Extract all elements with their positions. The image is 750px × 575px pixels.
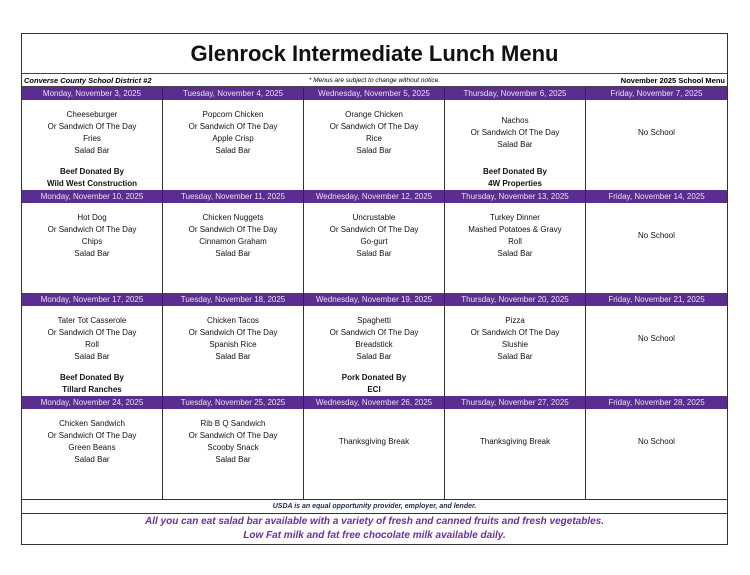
- week-header-row: [22, 87, 727, 100]
- menu-item: Roll: [85, 340, 99, 349]
- menu-item: Mashed Potatoes & Gravy: [468, 225, 562, 234]
- donation-note: [586, 269, 727, 293]
- menu-item: Cinnamon Graham: [199, 237, 267, 246]
- menu-item: Breadstick: [355, 340, 393, 349]
- menu-item: Salad Bar: [74, 146, 110, 155]
- menu-item: Slushie: [501, 340, 529, 349]
- menu-item: Chips: [81, 237, 103, 246]
- menu-item: Chicken Sandwich: [59, 419, 125, 428]
- donation-line: Beef Donated By: [59, 373, 124, 382]
- week-header-row: [22, 293, 727, 306]
- menu-item: No School: [638, 231, 675, 240]
- menu-items: [445, 409, 585, 475]
- day-date-header: Wednesday, November 5, 2025: [304, 87, 445, 100]
- menu-item: Orange Chicken: [345, 110, 403, 119]
- day-menu-cell: [22, 306, 163, 396]
- donation-line: Beef Donated By: [59, 167, 124, 176]
- menu-item: No School: [638, 334, 675, 343]
- menu-item: Salad Bar: [215, 455, 251, 464]
- menu-item: Salad Bar: [497, 249, 533, 258]
- usda-statement: USDA is an equal opportunity provider, employer, and lender.: [22, 499, 727, 514]
- donation-line: Pork Donated By: [341, 373, 407, 382]
- day-date-header: Tuesday, November 25, 2025: [163, 396, 304, 409]
- footer-line: All you can eat salad bar available with a variety of fresh and canned fruits and fresh vegetables.: [144, 516, 605, 527]
- footer-notes: [22, 514, 727, 544]
- menu-item: Hot Dog: [77, 213, 107, 222]
- menu-item: Or Sandwich Of The Day: [470, 328, 560, 337]
- menu-items: [586, 203, 727, 269]
- day-date-header: Friday, November 7, 2025: [610, 89, 703, 98]
- menu-item: Or Sandwich Of The Day: [329, 225, 419, 234]
- menu-item: Chicken Tacos: [207, 316, 259, 325]
- menu-item: Green Beans: [68, 443, 116, 452]
- week-menu-row: [22, 306, 727, 396]
- lunch-menu: [21, 33, 728, 545]
- day-date-header: Monday, November 24, 2025: [22, 396, 163, 409]
- menu-item: Salad Bar: [74, 352, 110, 361]
- day-date-header: Monday, November 10, 2025: [22, 190, 163, 203]
- menu-item: Salad Bar: [497, 352, 533, 361]
- week-header-row: [22, 396, 727, 409]
- donation-note: [22, 475, 162, 499]
- menu-item: Or Sandwich Of The Day: [188, 225, 278, 234]
- menu-items: [586, 306, 727, 372]
- menu-item: Salad Bar: [356, 352, 392, 361]
- menu-item: Rib B Q Sandwich: [200, 419, 266, 428]
- menu-items: [163, 306, 303, 372]
- donation-note: [304, 372, 444, 396]
- day-menu-cell: [586, 409, 727, 499]
- menu-items: [445, 100, 585, 166]
- menu-item: Scooby Snack: [207, 443, 259, 452]
- donation-note: [445, 269, 585, 293]
- menu-item: Uncrustable: [352, 213, 396, 222]
- day-menu-cell: [445, 306, 586, 396]
- menu-item: Turkey Dinner: [490, 213, 540, 222]
- day-date-header: Wednesday, November 19, 2025: [304, 293, 445, 306]
- day-menu-cell: [445, 409, 586, 499]
- week-header-row: [22, 190, 727, 203]
- day-menu-cell: [304, 306, 445, 396]
- day-menu-cell: [586, 203, 727, 293]
- change-notice: * Menus are subject to change without notice.: [308, 76, 441, 84]
- donation-note: [304, 269, 444, 293]
- menu-item: Salad Bar: [215, 352, 251, 361]
- donation-note: [304, 166, 444, 190]
- menu-items: [22, 203, 162, 269]
- weeks: [22, 87, 727, 499]
- donation-line: Beef Donated By: [482, 167, 547, 176]
- menu-item: Rice: [365, 134, 382, 143]
- menu-item: Go-gurt: [360, 237, 388, 246]
- day-date-header: Thursday, November 27, 2025: [445, 396, 586, 409]
- donation-note: [22, 166, 162, 190]
- subheader: [22, 74, 727, 87]
- day-date-header: Tuesday, November 18, 2025: [163, 293, 304, 306]
- menu-items: [304, 306, 444, 372]
- day-date-header: Friday, November 21, 2025: [608, 295, 705, 304]
- week-menu-row: [22, 100, 727, 190]
- day-menu-cell: [445, 203, 586, 293]
- day-menu-cell: [586, 306, 727, 396]
- menu-items: [304, 100, 444, 166]
- week-menu-row: [22, 203, 727, 293]
- menu-items: [304, 409, 444, 475]
- donation-note: [163, 475, 303, 499]
- menu-item: Thanksgiving Break: [479, 437, 551, 446]
- menu-items: [445, 203, 585, 269]
- menu-item: Or Sandwich Of The Day: [188, 431, 278, 440]
- menu-items: [586, 100, 727, 166]
- week-menu-row: [22, 409, 727, 499]
- menu-item: No School: [638, 437, 675, 446]
- menu-item: Salad Bar: [497, 140, 533, 149]
- menu-item: Fries: [83, 134, 101, 143]
- menu-label: November 2025 School Menu: [620, 75, 725, 85]
- day-menu-cell: [22, 203, 163, 293]
- donation-note: [445, 372, 585, 396]
- menu-items: [163, 203, 303, 269]
- day-date-header: Thursday, November 20, 2025: [445, 293, 586, 306]
- menu-items: [163, 100, 303, 166]
- menu-item: Spanish Rice: [209, 340, 257, 349]
- donation-line: Wild West Construction: [47, 179, 137, 188]
- menu-item: Or Sandwich Of The Day: [47, 225, 137, 234]
- menu-items: [22, 409, 162, 475]
- donation-note: [163, 269, 303, 293]
- day-menu-cell: [445, 100, 586, 190]
- day-date-header: Friday, November 14, 2025: [608, 192, 705, 201]
- menu-item: Spaghetti: [357, 316, 391, 325]
- day-date-header: Monday, November 17, 2025: [22, 293, 163, 306]
- donation-line: Tillard Ranches: [62, 385, 122, 394]
- day-menu-cell: [163, 203, 304, 293]
- menu-item: Cheeseburger: [66, 110, 118, 119]
- day-menu-cell: [22, 100, 163, 190]
- donation-note: [22, 372, 162, 396]
- donation-note: [304, 475, 444, 499]
- menu-item: Tater Tot Casserole: [57, 316, 127, 325]
- menu-item: Or Sandwich Of The Day: [47, 328, 137, 337]
- menu-items: [22, 306, 162, 372]
- day-menu-cell: [163, 306, 304, 396]
- menu-item: Salad Bar: [356, 249, 392, 258]
- menu-item: Salad Bar: [215, 146, 251, 155]
- menu-items: [163, 409, 303, 475]
- day-menu-cell: [304, 409, 445, 499]
- menu-item: Chicken Nuggets: [202, 213, 264, 222]
- menu-item: Or Sandwich Of The Day: [470, 128, 560, 137]
- menu-item: Salad Bar: [356, 146, 392, 155]
- menu-item: Or Sandwich Of The Day: [47, 122, 137, 131]
- donation-note: [586, 372, 727, 396]
- menu-item: Popcorn Chicken: [202, 110, 264, 119]
- day-date-header: Thursday, November 13, 2025: [445, 190, 586, 203]
- day-date-header: Wednesday, November 12, 2025: [304, 190, 445, 203]
- menu-item: Roll: [508, 237, 522, 246]
- menu-item: Or Sandwich Of The Day: [329, 328, 419, 337]
- page-title: Glenrock Intermediate Lunch Menu: [22, 34, 727, 74]
- menu-item: Thanksgiving Break: [338, 437, 410, 446]
- menu-item: Salad Bar: [74, 249, 110, 258]
- menu-item: Or Sandwich Of The Day: [188, 122, 278, 131]
- menu-item: Salad Bar: [215, 249, 251, 258]
- menu-item: Pizza: [505, 316, 525, 325]
- menu-item: Nachos: [501, 116, 529, 125]
- district-name: Converse County School District #2: [24, 75, 152, 85]
- donation-note: [445, 166, 585, 190]
- menu-item: Or Sandwich Of The Day: [47, 431, 137, 440]
- day-date-header: Tuesday, November 4, 2025: [163, 87, 304, 100]
- day-menu-cell: [304, 203, 445, 293]
- menu-item: Or Sandwich Of The Day: [188, 328, 278, 337]
- donation-note: [22, 269, 162, 293]
- day-date-header: Friday, November 28, 2025: [608, 398, 705, 407]
- day-date-header: Wednesday, November 26, 2025: [304, 396, 445, 409]
- menu-item: Salad Bar: [74, 455, 110, 464]
- menu-item: Apple Crisp: [212, 134, 254, 143]
- menu-items: [22, 100, 162, 166]
- menu-items: [304, 203, 444, 269]
- donation-note: [163, 166, 303, 190]
- day-menu-cell: [304, 100, 445, 190]
- day-menu-cell: [163, 409, 304, 499]
- day-date-header: Tuesday, November 11, 2025: [163, 190, 304, 203]
- day-date-header: Thursday, November 6, 2025: [445, 87, 586, 100]
- day-date-header: Monday, November 3, 2025: [22, 87, 163, 100]
- donation-note: [586, 475, 727, 499]
- donation-line: ECI: [367, 385, 381, 394]
- donation-note: [163, 372, 303, 396]
- day-menu-cell: [163, 100, 304, 190]
- day-menu-cell: [586, 100, 727, 190]
- menu-item: Or Sandwich Of The Day: [329, 122, 419, 131]
- donation-line: 4W Properties: [488, 179, 542, 188]
- donation-note: [445, 475, 585, 499]
- menu-items: [586, 409, 727, 475]
- day-menu-cell: [22, 409, 163, 499]
- menu-item: No School: [638, 128, 675, 137]
- menu-items: [445, 306, 585, 372]
- donation-note: [586, 166, 727, 190]
- footer-line: Low Fat milk and fat free chocolate milk available daily.: [243, 530, 506, 541]
